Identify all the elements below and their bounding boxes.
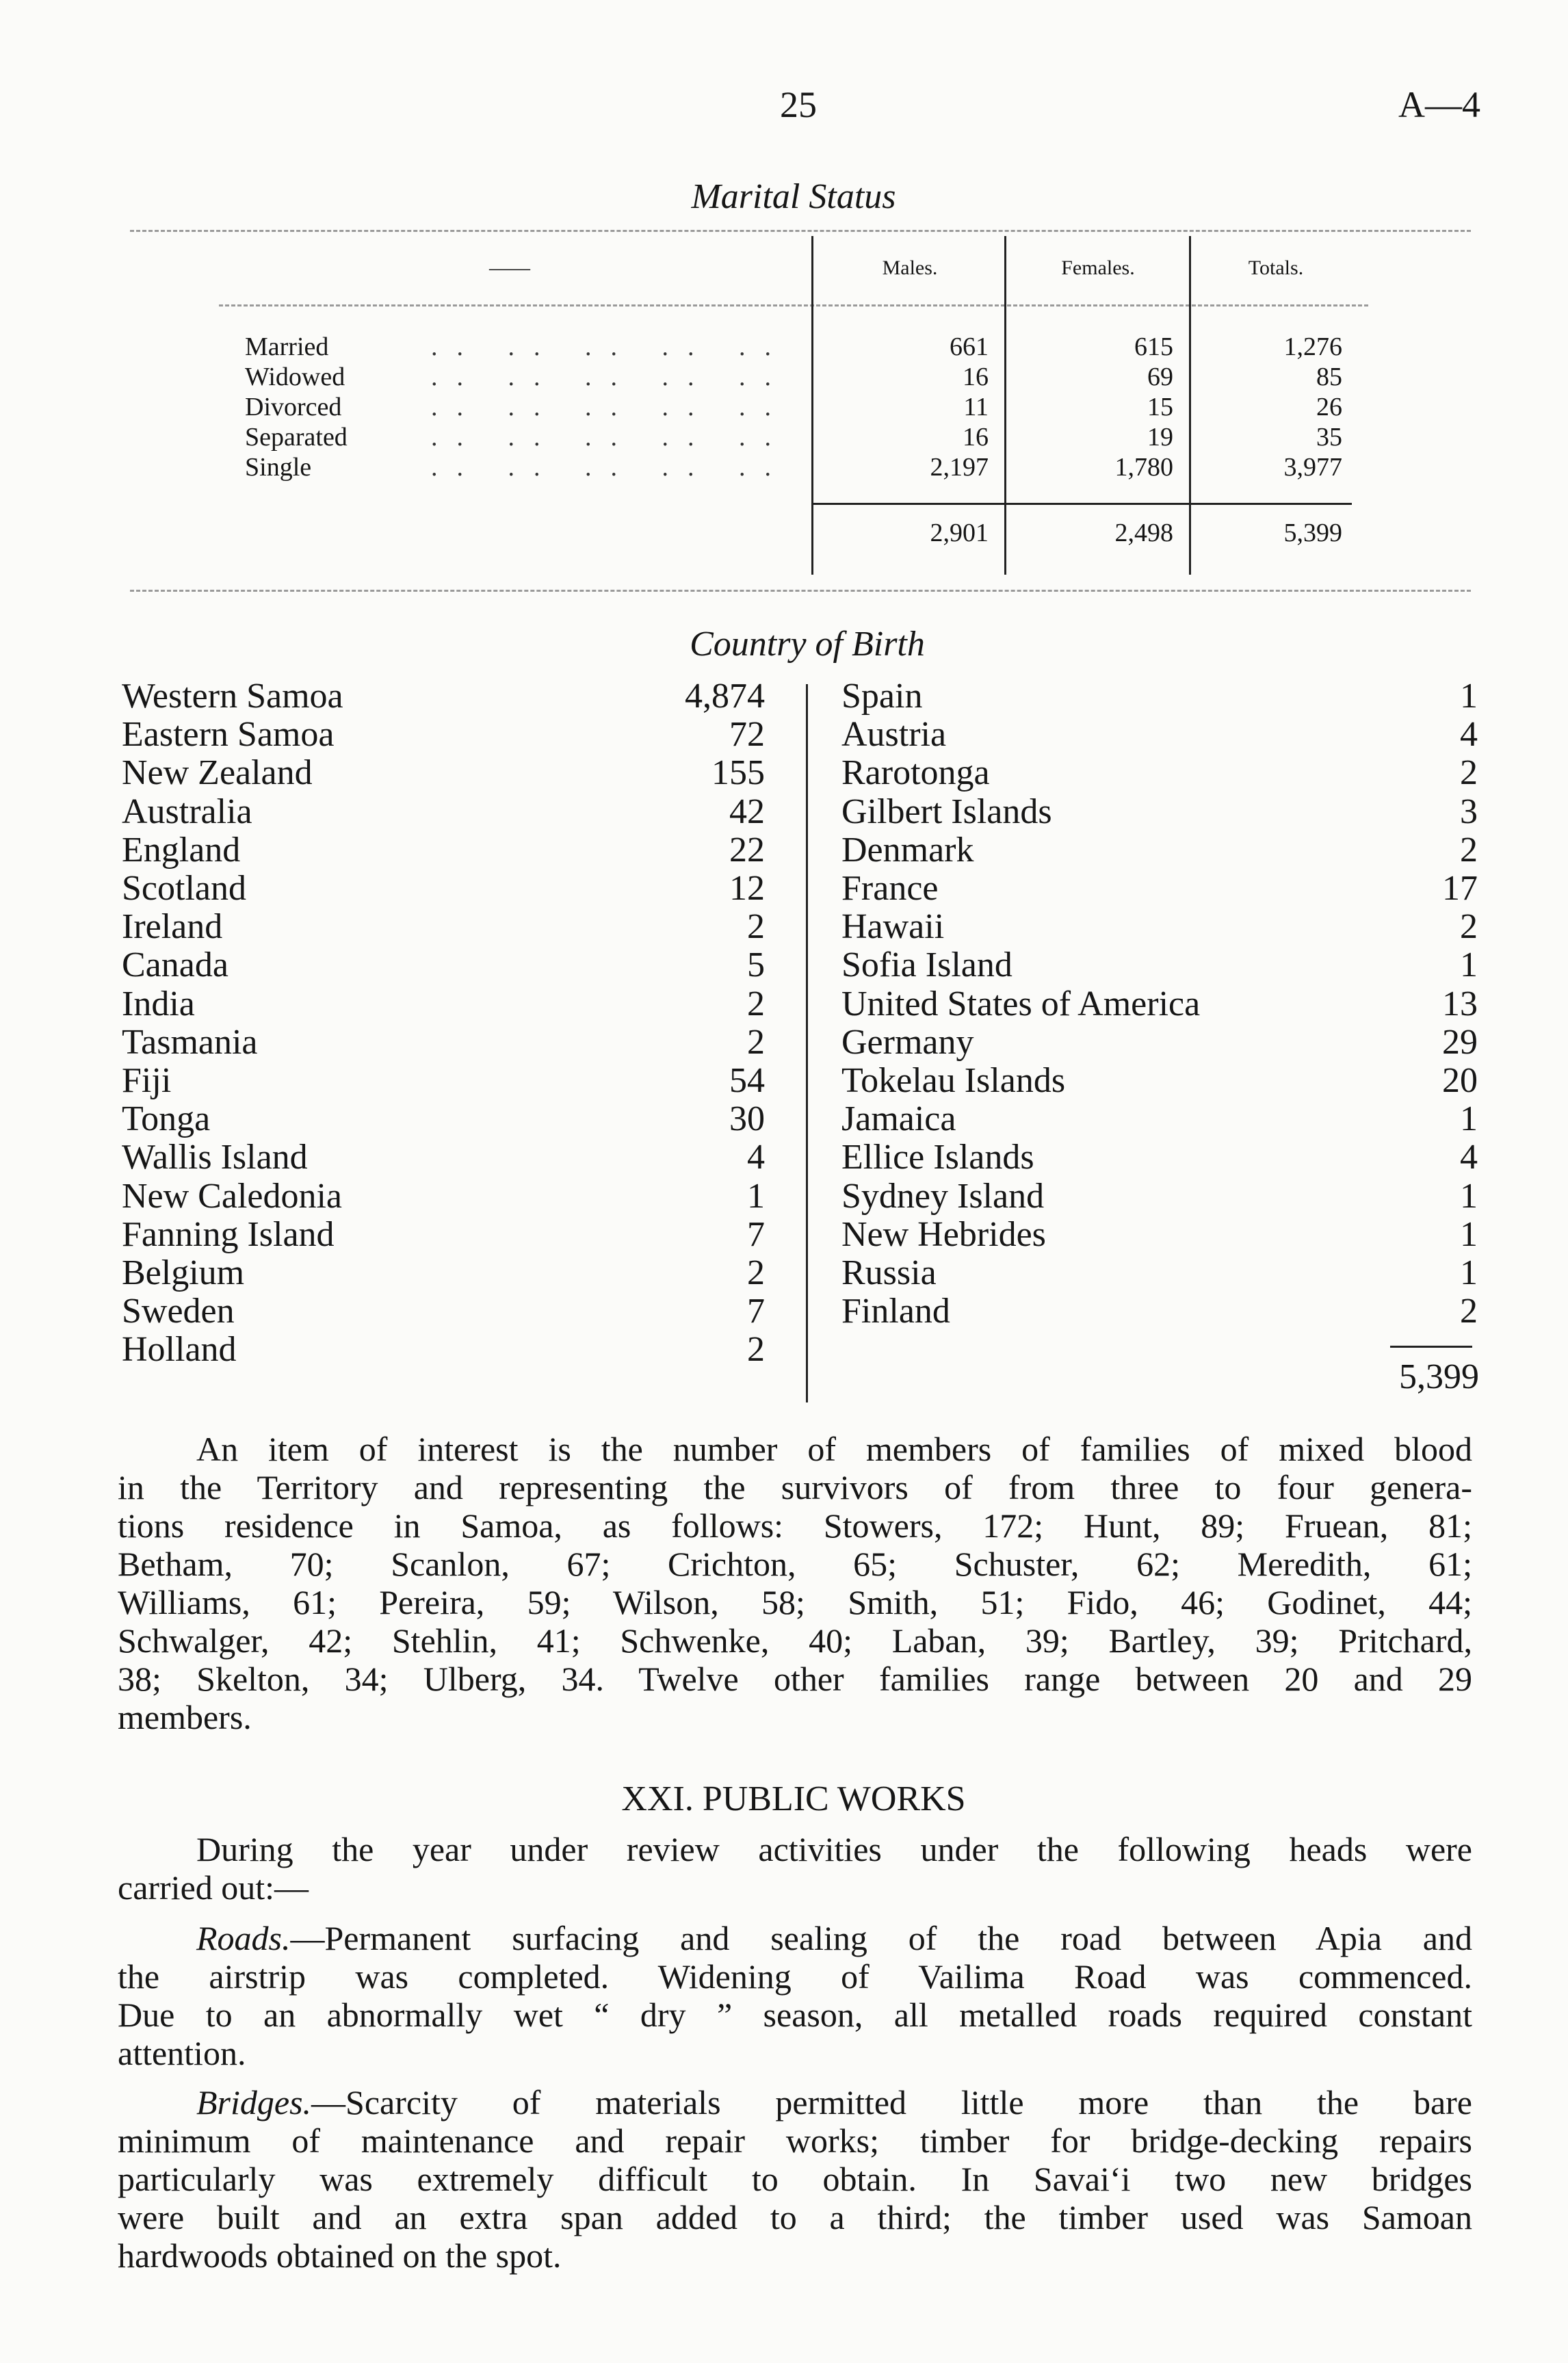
leader-dots: .. .. .. .. .. <box>431 332 790 361</box>
header-rule <box>219 304 1368 306</box>
birth-count: 4 <box>747 1138 765 1177</box>
row-males: 2,197 <box>930 453 989 482</box>
intro-line: During the year under review activities under the following heads were <box>196 1830 1472 1868</box>
marital-row <box>239 422 1361 452</box>
row-totals: 1,276 <box>1283 332 1342 361</box>
birth-country: Hawaii <box>841 907 945 947</box>
birth-row <box>841 793 1481 831</box>
birth-country: Jamaica <box>841 1099 956 1139</box>
birth-row <box>122 908 779 946</box>
row-females: 15 <box>1147 393 1173 421</box>
blank-column-header: —— <box>489 257 530 279</box>
marital-row <box>239 392 1361 422</box>
birth-country: Austria <box>841 715 947 755</box>
birth-row <box>841 1254 1481 1292</box>
paragraph-line: tions residence in Samoa, as follows: Stowers, 172; Hunt, 89; Fruean, 81; <box>118 1506 1472 1545</box>
birth-count: 2 <box>747 1330 765 1370</box>
public-works-title: XXI. PUBLIC WORKS <box>621 1779 966 1818</box>
marital-row <box>239 452 1361 482</box>
birth-country: Sofia Island <box>841 945 1012 985</box>
roads-paragraph <box>118 1919 1472 2072</box>
birth-count: 2 <box>747 907 765 947</box>
birth-country: New Zealand <box>122 753 313 793</box>
birth-country: India <box>122 984 195 1023</box>
mixed-blood-paragraph <box>118 1430 1472 1736</box>
marital-top-rule <box>130 230 1471 232</box>
document-code: A—4 <box>1398 84 1480 125</box>
birth-count: 4,874 <box>685 677 765 716</box>
birth-count: 12 <box>729 869 765 908</box>
paragraph-line: in the Territory and representing the survivors of from three to four genera- <box>118 1468 1472 1506</box>
paragraph-line: An item of interest is the number of members of families of mixed blood <box>196 1430 1472 1468</box>
birth-count: 1 <box>1460 1099 1478 1139</box>
country-of-birth-title: Country of Birth <box>690 625 925 664</box>
total-totals: 5,399 <box>1283 519 1342 547</box>
birth-row <box>122 793 779 831</box>
birth-country: Russia <box>841 1253 937 1292</box>
bridges-line: particularly was extremely difficult to obtain. In Savai‘i two new bridges <box>118 2160 1472 2198</box>
birth-row <box>122 1292 779 1331</box>
birth-count: 17 <box>1442 869 1478 908</box>
column-header-males: Males. <box>882 257 938 279</box>
birth-country: Finland <box>841 1292 950 1331</box>
birth-row <box>122 1177 779 1216</box>
birth-country: France <box>841 869 939 908</box>
birth-count: 1 <box>1460 1253 1478 1292</box>
birth-row <box>122 1100 779 1138</box>
birth-row <box>841 1292 1481 1331</box>
total-rule <box>811 503 1352 505</box>
row-females: 1,780 <box>1114 453 1173 482</box>
row-females: 615 <box>1134 332 1173 361</box>
birth-count: 2 <box>1460 830 1478 870</box>
birth-row <box>122 1138 779 1177</box>
birth-count: 54 <box>729 1061 765 1100</box>
row-totals: 35 <box>1316 423 1342 452</box>
birth-count: 72 <box>729 715 765 755</box>
bridges-line: were built and an extra span added to a third; the timber used was Samoan <box>118 2198 1472 2236</box>
birth-row <box>841 1023 1481 1062</box>
birth-row <box>122 1216 779 1254</box>
birth-country: Tasmania <box>122 1022 258 1062</box>
birth-count: 2 <box>1460 1292 1478 1331</box>
birth-count: 1 <box>1460 677 1478 716</box>
row-label: Single <box>245 453 312 482</box>
birth-row <box>841 716 1481 754</box>
birth-row <box>841 1138 1481 1177</box>
birth-country: Ellice Islands <box>841 1138 1034 1177</box>
birth-count: 42 <box>729 792 765 831</box>
birth-country: Rarotonga <box>841 753 990 793</box>
bridges-line <box>118 2083 1472 2122</box>
birth-total-rule <box>1390 1346 1472 1348</box>
birth-row <box>841 985 1481 1023</box>
paragraph-line: Schwalger, 42; Stehlin, 41; Schwenke, 40; Laban, 39; Bartley, 39; Pritchard, <box>118 1621 1472 1660</box>
birth-country: Gilbert Islands <box>841 792 1052 831</box>
marital-status-table <box>239 236 1361 578</box>
birth-count: 2 <box>1460 907 1478 947</box>
bridges-line: minimum of maintenance and repair works; timber for bridge-decking repairs <box>118 2122 1472 2160</box>
birth-row <box>841 908 1481 946</box>
birth-count: 13 <box>1442 984 1478 1023</box>
birth-count: 4 <box>1460 1138 1478 1177</box>
row-females: 19 <box>1147 423 1173 452</box>
birth-country: United States of America <box>841 984 1201 1023</box>
row-totals: 26 <box>1316 393 1342 421</box>
birth-country: Canada <box>122 945 228 985</box>
paragraph-line: 38; Skelton, 34; Ulberg, 34. Twelve other families range between 20 and 29 <box>118 1660 1472 1698</box>
birth-country: Wallis Island <box>122 1138 308 1177</box>
birth-country: Germany <box>841 1022 974 1062</box>
row-males: 11 <box>963 393 989 421</box>
birth-count: 7 <box>747 1214 765 1254</box>
total-males: 2,901 <box>930 519 989 547</box>
birth-row <box>841 754 1481 792</box>
marital-status-title: Marital Status <box>691 177 896 216</box>
roads-text: —Permanent surfacing and sealing of the road between Apia and <box>290 1919 1472 1957</box>
birth-row <box>122 1023 779 1062</box>
birth-row <box>841 946 1481 984</box>
paragraph-line: members. <box>118 1698 252 1736</box>
marital-row <box>239 332 1361 362</box>
row-totals: 3,977 <box>1283 453 1342 482</box>
column-header-females: Females. <box>1061 257 1135 279</box>
birth-count: 3 <box>1460 792 1478 831</box>
birth-count: 29 <box>1442 1022 1478 1062</box>
birth-row <box>841 831 1481 870</box>
birth-country: Tokelau Islands <box>841 1061 1066 1100</box>
row-label: Divorced <box>245 393 342 421</box>
birth-row <box>122 716 779 754</box>
birth-row <box>841 1177 1481 1216</box>
leader-dots: .. .. .. .. .. <box>431 393 790 421</box>
total-females: 2,498 <box>1114 519 1173 547</box>
page-number: 25 <box>780 84 817 125</box>
birth-count: 7 <box>747 1292 765 1331</box>
birth-country: Tonga <box>122 1099 211 1139</box>
row-males: 16 <box>963 363 989 391</box>
birth-row <box>841 1100 1481 1138</box>
birth-country: New Hebrides <box>841 1214 1046 1254</box>
marital-row <box>239 362 1361 392</box>
birth-country: Western Samoa <box>122 677 343 716</box>
row-label: Married <box>245 332 329 361</box>
birth-country: Denmark <box>841 830 974 870</box>
birth-country: Spain <box>841 677 923 716</box>
birth-row <box>841 677 1481 716</box>
bridges-line: hardwoods obtained on the spot. <box>118 2236 562 2275</box>
birth-row <box>122 1254 779 1292</box>
bridges-label: Bridges. <box>196 2083 312 2122</box>
birth-country: Sydney Island <box>841 1176 1045 1216</box>
birth-row <box>122 754 779 792</box>
birth-country: Fiji <box>122 1061 172 1100</box>
birth-count: 2 <box>747 1253 765 1292</box>
paragraph-line: Williams, 61; Pereira, 59; Wilson, 58; Smith, 51; Fido, 46; Godinet, 44; <box>118 1583 1472 1621</box>
birth-count: 22 <box>729 830 765 870</box>
birth-column-divider <box>806 684 808 1402</box>
birth-country: Holland <box>122 1330 237 1370</box>
birth-count: 4 <box>1460 715 1478 755</box>
birth-row <box>122 831 779 870</box>
birth-country: New Caledonia <box>122 1176 343 1216</box>
birth-count: 2 <box>747 984 765 1023</box>
row-males: 16 <box>963 423 989 452</box>
birth-country: Belgium <box>122 1253 245 1292</box>
bridges-paragraph <box>118 2083 1472 2275</box>
birth-count: 5 <box>747 945 765 985</box>
birth-country: Ireland <box>122 907 223 947</box>
birth-row <box>122 985 779 1023</box>
birth-count: 1 <box>1460 945 1478 985</box>
birth-row <box>122 1331 779 1369</box>
marital-bottom-rule <box>130 590 1471 592</box>
column-header-totals: Totals. <box>1248 257 1304 279</box>
birth-total: 5,399 <box>1399 1357 1479 1396</box>
birth-count: 20 <box>1442 1061 1478 1100</box>
birth-row <box>122 677 779 716</box>
birth-count: 155 <box>711 753 765 793</box>
birth-count: 1 <box>747 1176 765 1216</box>
row-label: Separated <box>245 423 348 452</box>
leader-dots: .. .. .. .. .. <box>431 453 790 482</box>
birth-country: Scotland <box>122 869 246 908</box>
intro-line: carried out:— <box>118 1868 309 1907</box>
row-males: 661 <box>950 332 989 361</box>
birth-country: England <box>122 830 241 870</box>
bridges-text: —Scarcity of materials permitted little more than the bare <box>311 2083 1472 2122</box>
roads-line <box>118 1919 1472 1957</box>
birth-row <box>841 870 1481 908</box>
roads-line: attention. <box>118 2034 246 2072</box>
roads-line: the airstrip was completed. Widening of Vailima Road was commenced. <box>118 1957 1472 1996</box>
row-females: 69 <box>1147 363 1173 391</box>
public-works-intro <box>118 1830 1472 1907</box>
birth-row <box>122 1062 779 1100</box>
birth-row <box>122 946 779 984</box>
birth-row <box>122 870 779 908</box>
leader-dots: .. .. .. .. .. <box>431 363 790 391</box>
birth-count: 30 <box>729 1099 765 1139</box>
birth-country: Sweden <box>122 1292 235 1331</box>
leader-dots: .. .. .. .. .. <box>431 423 790 452</box>
birth-row <box>841 1062 1481 1100</box>
birth-count: 1 <box>1460 1176 1478 1216</box>
birth-count: 2 <box>747 1022 765 1062</box>
roads-label: Roads. <box>196 1919 291 1957</box>
birth-country: Fanning Island <box>122 1214 335 1254</box>
paragraph-line: Betham, 70; Scanlon, 67; Crichton, 65; Schuster, 62; Meredith, 61; <box>118 1545 1472 1583</box>
birth-count: 1 <box>1460 1214 1478 1254</box>
row-totals: 85 <box>1316 363 1342 391</box>
birth-row <box>841 1216 1481 1254</box>
birth-count: 2 <box>1460 753 1478 793</box>
row-label: Widowed <box>245 363 345 391</box>
roads-line: Due to an abnormally wet “ dry ” season, all metalled roads required constant <box>118 1996 1472 2034</box>
birth-country: Eastern Samoa <box>122 715 335 755</box>
birth-country: Australia <box>122 792 252 831</box>
